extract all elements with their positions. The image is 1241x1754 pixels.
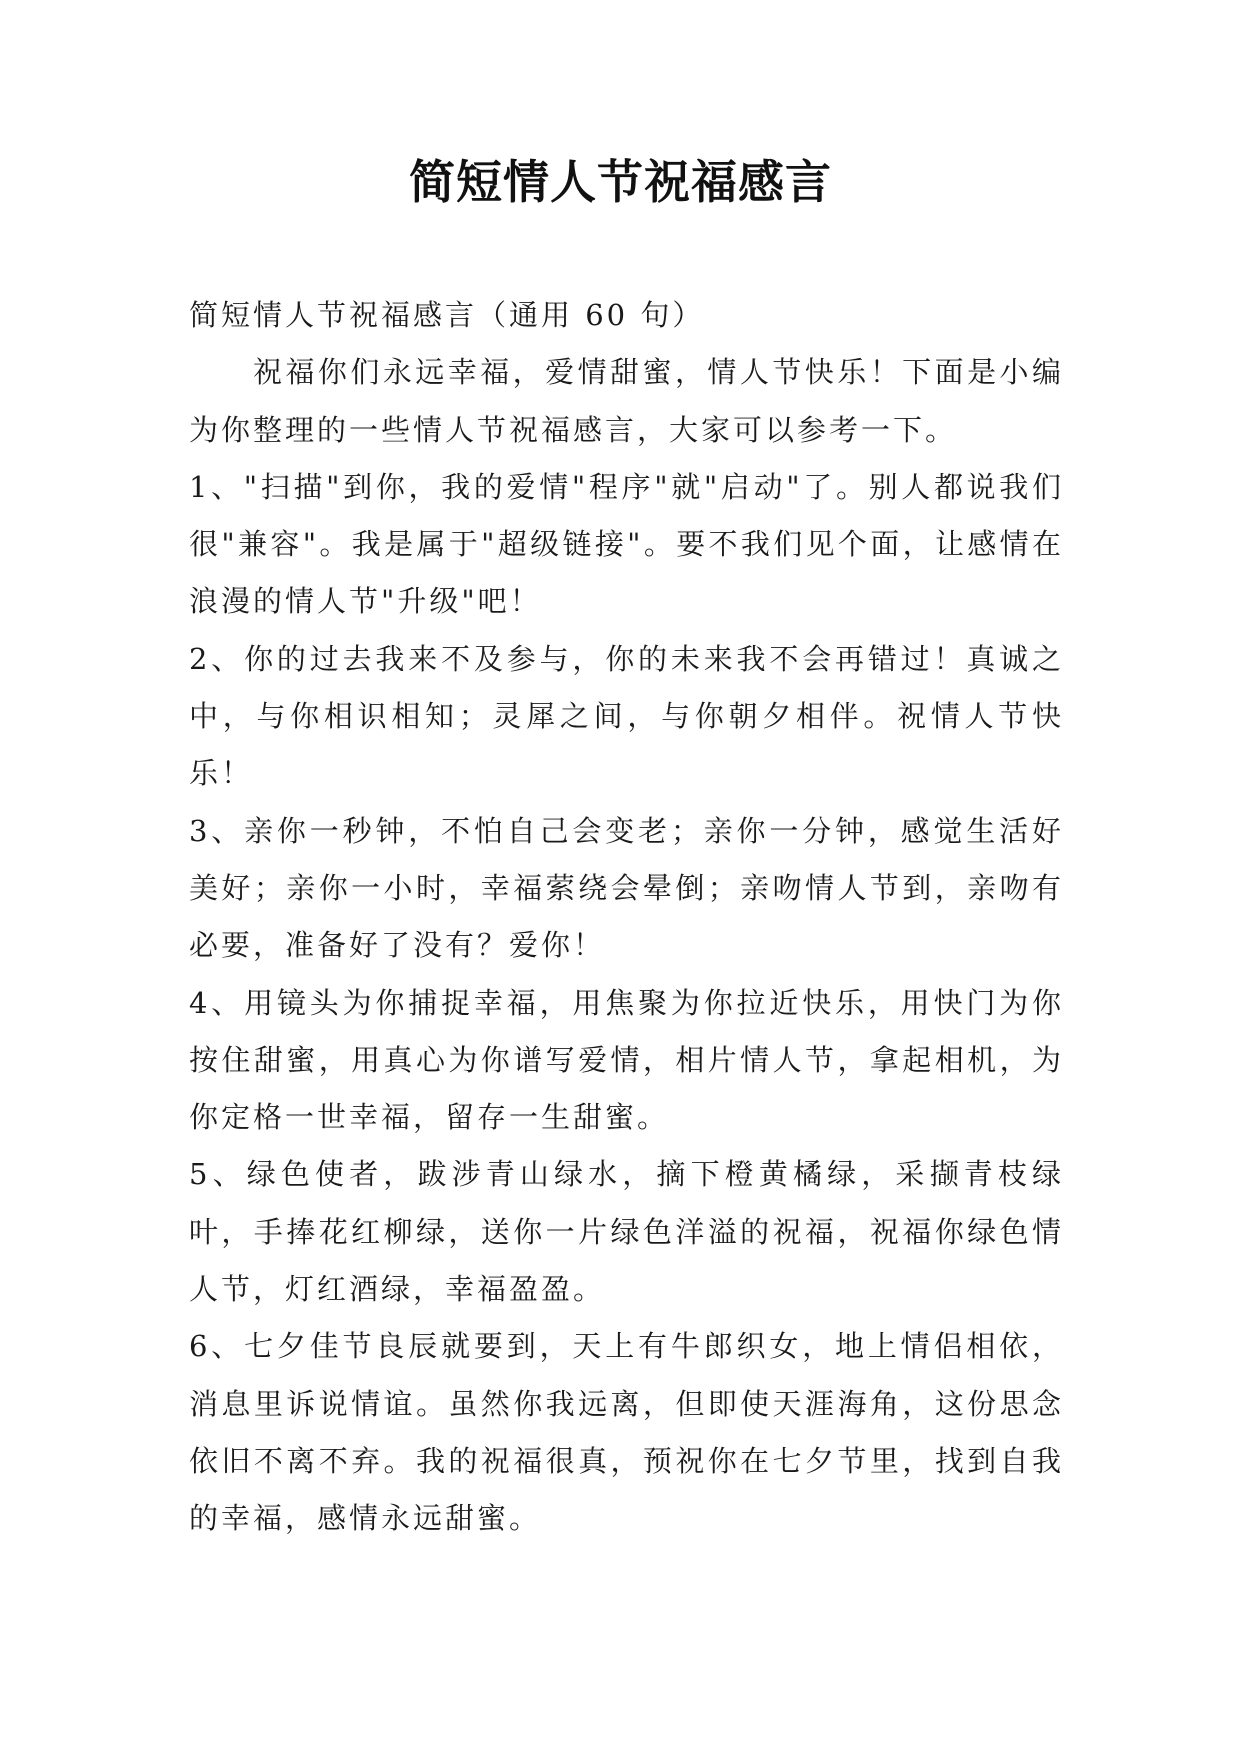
list-item: 6、七夕佳节良辰就要到，天上有牛郎织女，地上情侣相依，消息里诉说情谊。虽然你我远离，但即使天涯海角，这份思念依旧不离不弃。我的祝福很真，预祝你在七夕节里，找到自我的幸福，感情永远甜蜜。 <box>189 1329 1064 1536</box>
list-item: 5、绿色使者，跋涉青山绿水，摘下橙黄橘绿，采撷青枝绿叶，手捧花红柳绿，送你一片绿色洋溢的祝福，祝福你绿色情人节，灯红酒绿，幸福盈盈。 <box>189 1157 1064 1307</box>
list-item: 2、你的过去我来不及参与，你的未来我不会再错过！真诚之中，与你相识相知；灵犀之间，与你朝夕相伴。祝情人节快乐！ <box>189 641 1064 791</box>
page-title: 简短情人节祝福感言 <box>409 155 832 209</box>
intro-paragraph: 祝福你们永远幸福，爱情甜蜜，情人节快乐！下面是小编为你整理的一些情人节祝福感言，大家可以参考一下。 <box>189 355 1064 447</box>
list-item: 3、亲你一秒钟，不怕自己会变老；亲你一分钟，感觉生活好美好；亲你一小时，幸福萦绕会晕倒；亲吻情人节到，亲吻有必要，准备好了没有？爱你！ <box>189 813 1064 963</box>
list-item: 4、用镜头为你捕捉幸福，用焦聚为你拉近快乐，用快门为你按住甜蜜，用真心为你谱写爱情，相片情人节，拿起相机，为你定格一世幸福，留存一生甜蜜。 <box>189 985 1064 1135</box>
document-subtitle: 简短情人节祝福感言（通用 60 句） <box>189 298 705 332</box>
document-body <box>189 287 1064 1548</box>
list-item: 1、"扫描"到你，我的爱情"程序"就"启动"了。别人都说我们很"兼容"。我是属于"超级链接"。要不我们见个面，让感情在浪漫的情人节"升级"吧！ <box>189 469 1064 619</box>
